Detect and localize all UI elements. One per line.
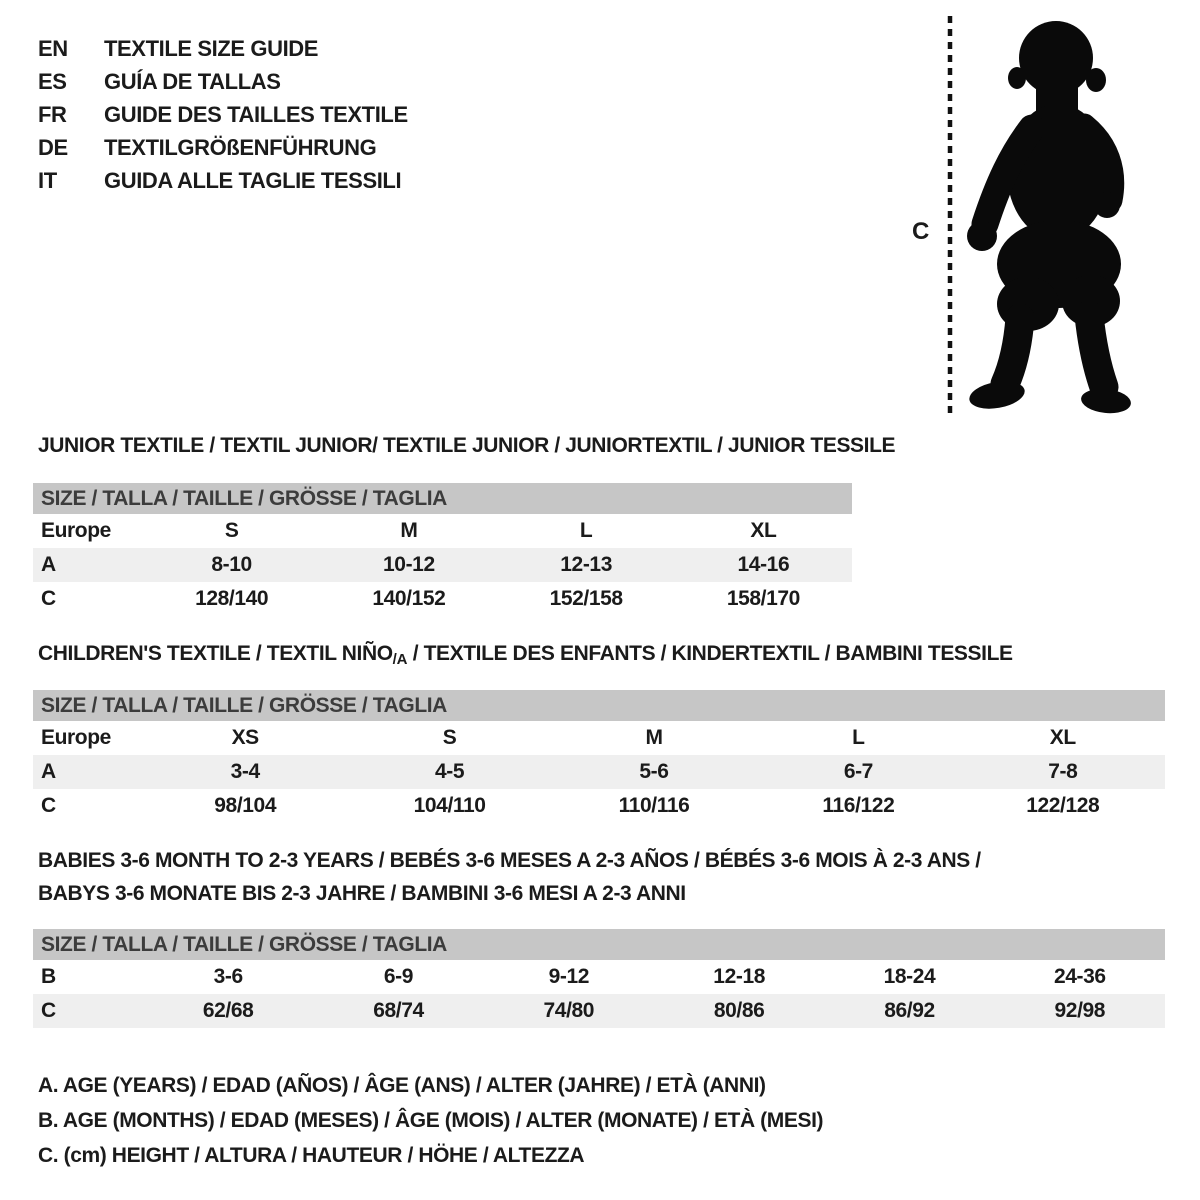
size-cell: 6-9 (383, 965, 414, 988)
size-cell: 12-13 (560, 553, 612, 576)
size-header-band: SIZE / TALLA / TAILLE / GRÖSSE / TAGLIA (33, 929, 1165, 960)
lang-row-fr (38, 98, 408, 131)
table-row-height (33, 789, 1165, 823)
size-cell: XS (231, 726, 259, 749)
size-cell: 12-18 (713, 965, 766, 988)
size-cell: M (400, 519, 418, 542)
children-heading-suffix: /A (392, 651, 408, 668)
size-cell: 152/158 (549, 587, 623, 610)
lang-title: GUIDA ALLE TAGLIE TESSILI (104, 167, 402, 193)
size-cell: 4-5 (435, 760, 465, 783)
size-header-band: SIZE / TALLA / TAILLE / GRÖSSE / TAGLIA (33, 483, 852, 514)
row-label: Europe (41, 726, 111, 749)
size-header-band: SIZE / TALLA / TAILLE / GRÖSSE / TAGLIA (33, 690, 1165, 721)
babies-section-heading-line2: BABYS 3-6 MONATE BIS 2-3 JAHRE / BAMBINI 3-6 MESI A 2-3 ANNI (38, 882, 686, 905)
size-cell: 110/116 (618, 794, 690, 817)
row-label: B (41, 965, 56, 988)
language-title-list (38, 32, 408, 197)
size-cell: 3-6 (213, 965, 243, 988)
babies-section-heading-line1: BABIES 3-6 MONTH TO 2-3 YEARS / BEBÉS 3-6 MESES A 2-3 AÑOS / BÉBÉS 3-6 MOIS À 2-3 ANS / (38, 849, 981, 872)
size-cell: 68/74 (373, 999, 424, 1022)
row-label: A (41, 553, 56, 576)
lang-code: IT (38, 167, 57, 193)
row-label: C (41, 794, 56, 817)
lang-row-en (38, 32, 408, 65)
lang-title: GUÍA DE TALLAS (104, 68, 281, 94)
legend-line-c: C. (cm) HEIGHT / ALTURA / HAUTEUR / HÖHE / ALTEZZA (38, 1144, 585, 1167)
table-row-height (33, 582, 852, 616)
table-row-europe (33, 721, 1165, 755)
size-cell: 62/68 (202, 999, 254, 1022)
toddler-silhouette-image (958, 12, 1138, 414)
children-section-heading (38, 642, 1013, 666)
lang-code: DE (38, 134, 68, 160)
size-cell: XL (750, 519, 777, 542)
size-cell: XL (1049, 726, 1076, 749)
children-heading-rest: / TEXTILE DES ENFANTS / KINDERTEXTIL / BAMBINI TESSILE (407, 642, 1013, 665)
height-measure-dashed-line (945, 14, 955, 418)
table-row-europe (33, 514, 852, 548)
children-heading-main: CHILDREN'S TEXTILE / TEXTIL NIÑO (38, 642, 393, 665)
size-cell: 10-12 (383, 553, 435, 576)
size-cell: 9-12 (548, 965, 590, 988)
junior-size-table (33, 483, 852, 616)
table-row-height (33, 994, 1165, 1028)
junior-section-heading: JUNIOR TEXTILE / TEXTIL JUNIOR/ TEXTILE JUNIOR / JUNIORTEXTIL / JUNIOR TESSILE (38, 434, 896, 457)
size-cell: M (645, 726, 663, 749)
lang-code: EN (38, 35, 68, 61)
height-measure-label: C (912, 218, 929, 245)
babies-size-table (33, 929, 1165, 1028)
table-row-age (33, 548, 852, 582)
size-cell: L (852, 726, 865, 749)
legend-line-a: A. AGE (YEARS) / EDAD (AÑOS) / ÂGE (ANS) / ALTER (JAHRE) / ETÀ (ANNI) (38, 1074, 766, 1097)
lang-title: TEXTILGRÖßENFÜHRUNG (104, 134, 377, 160)
lang-row-it (38, 164, 408, 197)
size-cell: 8-10 (211, 553, 252, 576)
size-cell: 18-24 (883, 965, 936, 988)
table-row-age (33, 755, 1165, 789)
size-cell: S (224, 519, 239, 542)
size-cell: 158/170 (726, 587, 800, 610)
size-cell: 140/152 (372, 587, 446, 610)
size-cell: 104/110 (413, 794, 486, 817)
row-label: A (41, 760, 56, 783)
size-cell: 3-4 (230, 760, 260, 783)
row-label: Europe (41, 519, 111, 542)
size-cell: S (442, 726, 457, 749)
lang-title: GUIDE DES TAILLES TEXTILE (104, 101, 408, 127)
legend-line-b: B. AGE (MONTHS) / EDAD (MESES) / ÂGE (MOIS) / ALTER (MONATE) / ETÀ (MESI) (38, 1109, 824, 1132)
measure-legend (38, 1068, 823, 1173)
size-cell: 98/104 (214, 794, 277, 817)
size-cell: 122/128 (1026, 794, 1100, 817)
size-cell: 86/92 (884, 999, 935, 1022)
size-cell: 74/80 (543, 999, 595, 1022)
size-cell: 7-8 (1048, 760, 1078, 783)
size-cell: 14-16 (737, 553, 790, 576)
size-cell: 5-6 (639, 760, 669, 783)
children-size-table (33, 690, 1165, 823)
size-cell: 116/122 (822, 794, 895, 817)
lang-code: FR (38, 101, 67, 127)
lang-row-es (38, 65, 408, 98)
size-cell: 6-7 (843, 760, 873, 783)
table-row-months (33, 960, 1165, 994)
lang-row-de (38, 131, 408, 164)
size-cell: L (579, 519, 593, 542)
size-cell: 128/140 (195, 587, 269, 610)
lang-code: ES (38, 68, 67, 94)
lang-title: TEXTILE SIZE GUIDE (104, 35, 319, 61)
size-cell: 24-36 (1053, 965, 1106, 988)
row-label: C (41, 587, 56, 610)
row-label: C (41, 999, 56, 1022)
size-cell: 80/86 (713, 999, 765, 1022)
size-cell: 92/98 (1054, 999, 1106, 1022)
